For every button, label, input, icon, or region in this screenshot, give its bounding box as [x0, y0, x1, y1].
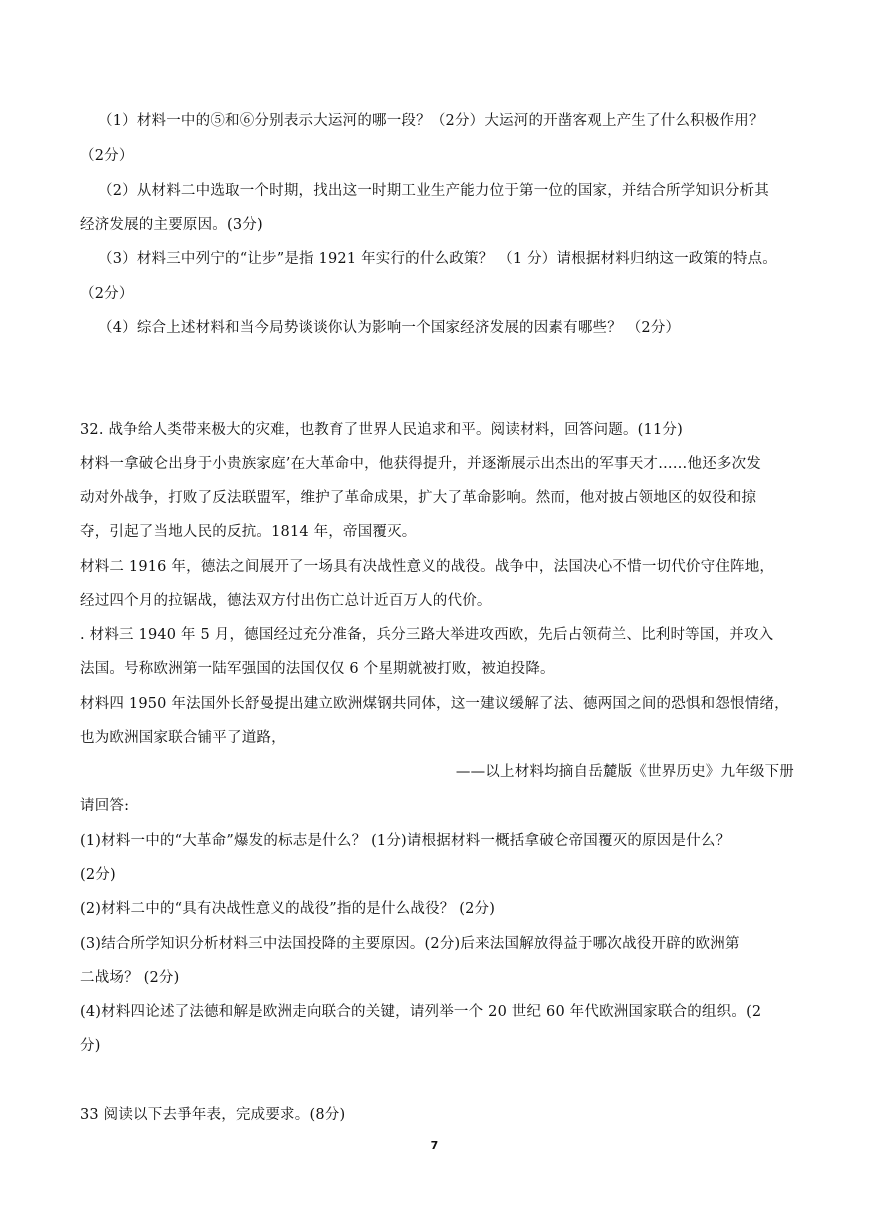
q32-sub4-line1: (4)材料四论述了法德和解是欧洲走向联合的关键，请列举一个 20 世纪 60 年代欧洲国家联合的组织。(2	[80, 1004, 762, 1020]
q31-sub3-line1: （3）材料三中列宁的“让步”是指 1921 年实行的什么政策？ （1 分）请根据材料归纳这一政策的特点。	[98, 251, 778, 267]
q31-sub4-line1: （4）综合上述材料和当今局势谈谈你认为影响一个国家经济发展的因素有哪些？ （2分）	[98, 320, 681, 336]
q32-material4-line2: 也为欧洲国家联合铺平了道路，	[80, 730, 286, 746]
q32-material3-line2: 法国。号称欧洲第一陆军强国的法国仅仅 6 个星期就被打败，被迫投降。	[80, 661, 555, 677]
q32-material1-line3: 夺，引起了当地人民的反抗。1814 年，帝国覆灭。	[80, 524, 417, 540]
q32-sub2-line1: (2)材料二中的“具有决战性意义的战役”指的是什么战役？ (2分)	[80, 901, 496, 917]
q32-material1-line2: 动对外战争，打败了反法联盟军，维护了革命成果，扩大了革命影响。然而，他对披占领地区的奴役和掠	[80, 490, 757, 506]
q33-title: 33 阅读以下去爭年表，完成要求。(8分)	[80, 1107, 346, 1123]
q32-sub1-line2: (2分)	[80, 867, 116, 883]
q31-sub2-line2: 经济发展的主要原因。(3分)	[80, 217, 263, 233]
q32-prompt: 请回答:	[80, 798, 130, 814]
q32-material1-line1: 材料一拿破仑出身于小贵族家庭’在大革命中，他获得提升，并逐渐展示出杰出的军事天才……他还多次发	[80, 456, 762, 472]
q32-sub4-line2: 分)	[80, 1038, 101, 1054]
q31-sub3-line2: （2分）	[80, 286, 134, 302]
q32-source-citation: ——以上材料均摘自岳麓版《世界历史》九年级下册	[455, 764, 794, 780]
q32-material4-line1: 材料四 1950 年法国外长舒曼提出建立欧洲煤钢共同体，这一建议缓解了法、德两国之间的恐惧和怨恨情绪，	[80, 696, 789, 712]
q31-sub1-line2: （2分）	[80, 148, 134, 164]
q32-sub3-line1: (3)结合所学知识分析材料三中法国投降的主要原因。(2分)后来法国解放得益于哪次战役开辟的欧洲第	[80, 936, 740, 952]
q32-sub1-line1: (1)材料一中的“大革命”爆发的标志是什么？ (1分)请根据材料一概括拿破仑帝国覆灭的原因是什么？	[80, 833, 731, 849]
q32-title: 32. 战争给人类带来极大的灾难，也教育了世界人民追求和平。阅读材料，回答问题。(11分)	[80, 422, 683, 438]
q32-material2-line1: 材料二 1916 年，德法之间展开了一场具有决战性意义的战役。战争中，法国决心不惜一切代价守住阵地，	[80, 559, 775, 575]
q32-material2-line2: 经过四个月的拉锯战，德法双方付出伤亡总计近百万人的代价。	[80, 593, 492, 609]
q32-sub3-line2: 二战场？ (2分)	[80, 970, 180, 986]
page-number: 7	[430, 1139, 439, 1152]
q32-material3-line1: . 材料三 1940 年 5 月，德国经过充分准备，兵分三路大举进攻西欧，先后占领荷兰、比利时等国，并攻入	[80, 627, 774, 643]
q31-sub1-line1: （1）材料一中的⑤和⑥分别表示大运河的哪一段？（2分）大运河的开凿客观上产生了什么积极作用？	[98, 113, 764, 129]
q31-sub2-line1: （2）从材料二中选取一个时期，找出这一时期工业生产能力位于第一位的国家，并结合所学知识分析其	[98, 183, 769, 199]
